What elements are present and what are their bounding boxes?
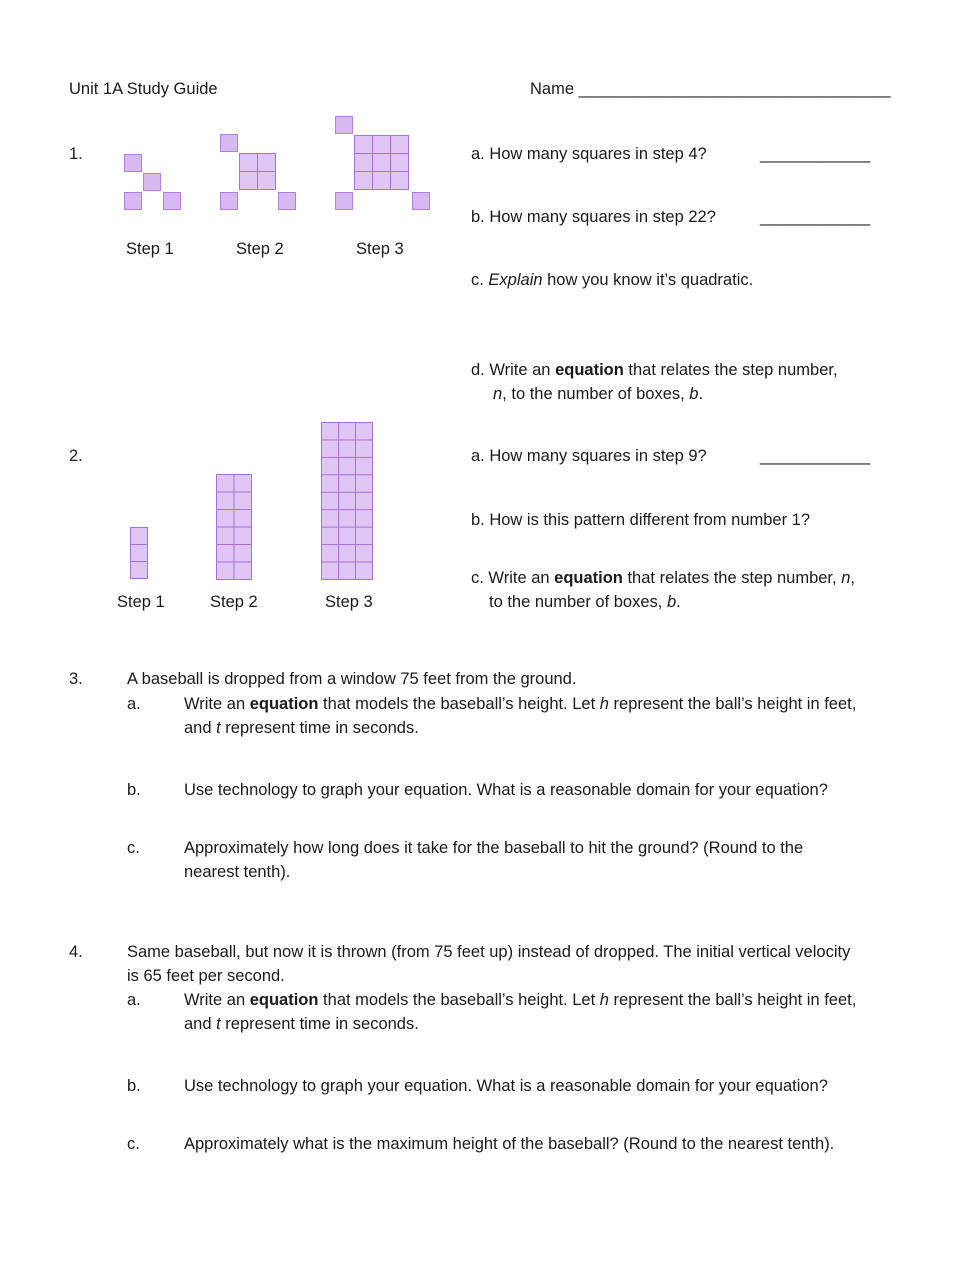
text: how you know it’s quadratic.: [542, 271, 754, 289]
q4b-prompt: Use technology to graph your equation. What is a reasonable domain for your equation?: [184, 1077, 828, 1095]
q3b-label: b.: [127, 781, 141, 799]
text: represent the ball’s height in feet,: [608, 695, 857, 713]
square: [335, 192, 353, 210]
square: [124, 154, 142, 172]
q1a-answer-blank[interactable]: ____________: [760, 145, 871, 163]
q3c-prompt-line-1: Approximately how long does it take for the baseball to hit the ground? (Round to the: [184, 839, 804, 857]
q4a-prompt-line-2: [184, 1012, 419, 1036]
emphasis: equation: [249, 695, 319, 713]
question-2-number: 2.: [69, 447, 83, 465]
question-4-number: 4.: [69, 943, 83, 961]
text: that relates the step number,: [623, 361, 838, 379]
q2c-prompt-line-1: [471, 566, 855, 590]
q4a-prompt-line-1: [184, 988, 856, 1012]
text: represent time in seconds.: [220, 719, 419, 737]
text: represent time in seconds.: [220, 1015, 419, 1033]
text: that models the baseball’s height. Let: [318, 695, 600, 713]
emphasis: Explain: [488, 271, 543, 289]
emphasis: equation: [554, 569, 623, 587]
q1d-prompt-line-1: [471, 358, 838, 382]
variable: n: [841, 569, 851, 587]
text: and: [184, 1015, 217, 1033]
q3a-label: a.: [127, 695, 141, 713]
square: [163, 192, 181, 210]
q1-step-3-label: Step 3: [356, 240, 404, 258]
q4c-prompt: Approximately what is the maximum height of the baseball? (Round to the nearest tenth).: [184, 1135, 835, 1153]
square: [335, 116, 353, 134]
text: represent the ball’s height in feet,: [608, 991, 857, 1009]
variable: h: [599, 991, 609, 1009]
text: .: [698, 385, 704, 403]
q1-step-1-label: Step 1: [126, 240, 174, 258]
square: [143, 173, 161, 191]
q1d-prompt-line-2: [493, 382, 703, 406]
variable: b: [666, 593, 677, 611]
emphasis: equation: [555, 361, 624, 379]
variable: t: [216, 719, 221, 737]
q2-step-1-label: Step 1: [117, 593, 165, 611]
text: and: [184, 719, 217, 737]
page-title: Unit 1A Study Guide: [69, 80, 218, 98]
text: that relates the step number,: [622, 569, 842, 587]
text: .: [676, 593, 681, 611]
text: c. Write an: [471, 569, 555, 587]
name-field-label: Name __________________________________: [530, 80, 891, 98]
text: Write an: [184, 695, 250, 713]
square: [124, 192, 142, 210]
text: that models the baseball’s height. Let: [318, 991, 600, 1009]
q4c-label: c.: [127, 1135, 140, 1153]
q3-stem: A baseball is dropped from a window 75 feet from the ground.: [127, 670, 577, 688]
q2b-prompt: b. How is this pattern different from number 1?: [471, 511, 811, 529]
q2a-answer-blank[interactable]: ____________: [760, 447, 871, 465]
q2-step-3-label: Step 3: [325, 593, 373, 611]
q2a-prompt: a. How many squares in step 9?: [471, 447, 707, 465]
q2c-prompt-line-2: [489, 590, 681, 614]
q2-step-2-label: Step 2: [210, 593, 258, 611]
text: d. Write an: [471, 361, 556, 379]
q3c-prompt-line-2: nearest tenth).: [184, 863, 291, 881]
variable: t: [216, 1015, 221, 1033]
square-block: [239, 153, 276, 190]
variable: b: [689, 385, 699, 403]
q1c-prompt: [471, 268, 753, 292]
square: [278, 192, 296, 210]
q3a-prompt-line-1: [184, 692, 856, 716]
text: , to the number of boxes,: [502, 385, 690, 403]
q4-stem-line-1: Same baseball, but now it is thrown (from 75 feet up) instead of dropped. The initial vertical velocity: [127, 943, 851, 961]
text: to the number of boxes,: [489, 593, 667, 611]
square: [220, 134, 238, 152]
q3c-label: c.: [127, 839, 140, 857]
text: ,: [850, 569, 855, 587]
q1-step-2-label: Step 2: [236, 240, 284, 258]
variable: h: [599, 695, 609, 713]
text: Write an: [184, 991, 250, 1009]
q1b-answer-blank[interactable]: ____________: [760, 208, 871, 226]
q1a-prompt: a. How many squares in step 4?: [471, 145, 707, 163]
q4b-label: b.: [127, 1077, 141, 1095]
q2-figure-step-2: [216, 474, 252, 580]
q1b-prompt: b. How many squares in step 22?: [471, 208, 716, 226]
square: [412, 192, 430, 210]
square: [220, 192, 238, 210]
text: c.: [471, 271, 489, 289]
q4a-label: a.: [127, 991, 141, 1009]
q4-stem-line-2: is 65 feet per second.: [127, 967, 285, 985]
q3b-prompt: Use technology to graph your equation. What is a reasonable domain for your equation?: [184, 781, 828, 799]
question-1-number: 1.: [69, 145, 83, 163]
square-block: [354, 135, 409, 190]
variable: n: [493, 385, 503, 403]
q2-figure-step-1: [130, 527, 148, 579]
question-3-number: 3.: [69, 670, 83, 688]
q3a-prompt-line-2: [184, 716, 419, 740]
emphasis: equation: [249, 991, 319, 1009]
q2-figure-step-3: [321, 422, 373, 580]
